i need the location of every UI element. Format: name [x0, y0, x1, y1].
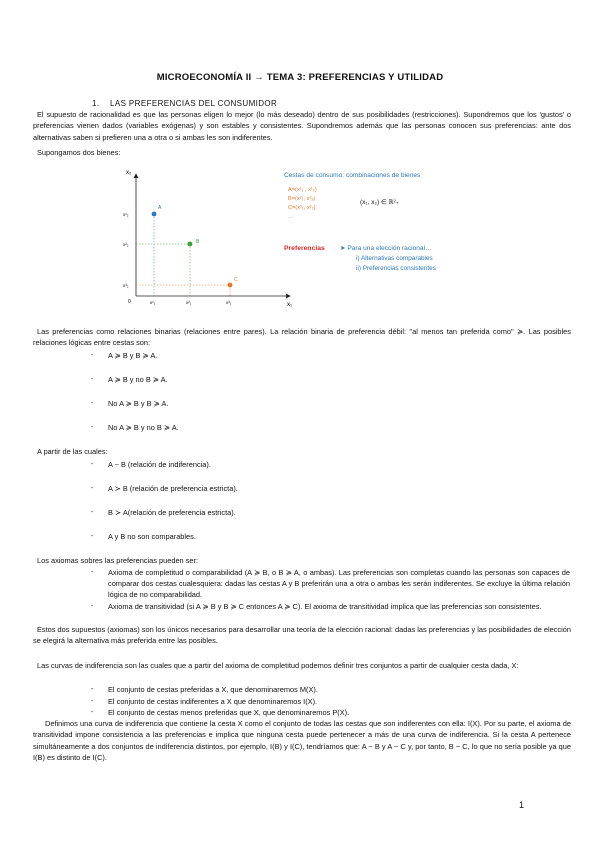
- set-preferred: El conjunto de cestas preferidas a X, que denominaremos M(X).: [108, 685, 318, 694]
- set-less-preferred: El conjunto de cestas menos preferidas que X, que denominaremos P(X).: [108, 708, 350, 717]
- final-paragraph: Definimos una curva de indiferencia que contiene la cesta X como el conjunto de todas las cestas que son indiferentes con ella: I(X). Por su parte, el axioma de transitividad impone consistencia a las preferencias e implica que ninguna cesta puede pertenecer a más de una curva de indiferencia. Si la cesta A pertenece simultáneamente a dos conjuntos de indiferencia distintos, por ejemplo, I(B) y I(C), tendríamos que: A ~ B y A ~ C y, por tanto, B ~ C, lo que no sería posible ya que I(B) es distinto de I(C).: [33, 719, 571, 762]
- two-goods-text: Supongamos dos bienes:: [37, 148, 121, 157]
- point-c: [228, 283, 233, 288]
- set-indifferent: El conjunto de cestas indiferentes a X que denominaremos I(X).: [108, 697, 318, 706]
- r2-text: (x₁, x₂) ∈ ℝ²₊: [360, 199, 400, 206]
- section-heading: [92, 99, 277, 108]
- bundle-b: B=(x²₁, x²₂): [288, 196, 316, 202]
- x-axis-label: x₁: [287, 302, 293, 308]
- page-title: MICROECONOMÍA II → TEMA 3: PREFERENCIAS Y UTILIDAD: [156, 72, 444, 83]
- bundles-title: Cestas de consumo: combinaciones de bienes: [284, 172, 421, 179]
- relation-2: A ≽ B y no B ≽ A.: [108, 375, 168, 384]
- derived-2: A ≻ B (relación de preferencia estricta).: [108, 484, 238, 493]
- from-which-text: A partir de las cuales:: [37, 447, 108, 456]
- derived-1: A ~ B (relación de indiferencia).: [108, 460, 211, 469]
- bundle-diagram: [110, 160, 490, 310]
- point-b-x-tick: x²₁: [186, 300, 192, 305]
- point-a-x-tick: x¹₁: [150, 300, 156, 305]
- derived-3: B ≻ A(relación de preferencia estricta).: [108, 508, 236, 517]
- condition-1: i) Alternativas comparables: [356, 255, 433, 262]
- axiom-transitivity: Axioma de transitividad (si A ≽ B y B ≽ C entonces A ≽ C). El axioma de transitividad implica que las preferencias son consistentes.: [108, 602, 542, 611]
- point-b: [188, 242, 193, 247]
- point-c-y-tick: x³₂: [123, 283, 129, 288]
- point-a: [152, 212, 157, 217]
- point-b-label: B: [196, 239, 200, 245]
- curves-intro: Las curvas de indiferencia son las cuales que a partir del axioma de completitud podemos definir tres conjuntos a partir de cualquier cesta dada, X:: [37, 661, 519, 670]
- y-axis-label: x₂: [126, 170, 132, 176]
- relations-intro: Las preferencias como relaciones binarias (relaciones entre pares). La relación binaria de preferencia débil: "al menos tan preferida como" ≽. Las posibles relaciones lógicas entre cestas son:: [33, 327, 571, 348]
- bundle-a: A=(x¹₁ , x¹₂): [288, 187, 317, 193]
- relation-1: A ≽ B y B ≽ A.: [108, 351, 158, 360]
- bundle-more: …: [288, 214, 294, 220]
- section-title: LAS PREFERENCIAS DEL CONSUMIDOR: [109, 99, 278, 108]
- page-number: 1: [519, 800, 525, 810]
- origin-label: 0: [128, 299, 131, 305]
- point-c-label: C: [234, 277, 238, 283]
- bundle-c: C=(x³₁, x³₂): [288, 205, 316, 211]
- point-c-x-tick: x³₁: [226, 300, 232, 305]
- point-a-label: A: [158, 205, 162, 211]
- derived-4: A y B no son comparables.: [108, 532, 196, 541]
- point-b-y-tick: x²₂: [123, 242, 129, 247]
- preferences-label: Preferencias: [284, 245, 325, 252]
- condition-2: ii) Preferencias consistentes: [356, 265, 436, 272]
- rational-choice-text: ➤ Para una elección racional…: [340, 245, 432, 252]
- intro-paragraph: El supuesto de racionalidad es que las personas eligen lo mejor (lo más deseado) dentro de sus posibilidades (restricciones). Supondremos que los 'gustos' o preferencias vienen dados (variables exógenas) y son estables y consistentes. Supondremos además que las personas conocen sus preferencias: ante dos alternativas saben si prefieren una a otra o si ambas les son indiferentes.: [33, 110, 571, 142]
- point-a-y-tick: x¹₂: [123, 212, 129, 217]
- axiom-completeness: Axioma de completitud o comparabilidad (A ≽ B, o B ≽ A, o ambas). Las preferencias son completas cuando las personas son capaces de comparar dos cestas cualesquiera: dadas las cestas A y B preferirán una a otra o ambas les serán indiferentes. Se excluye la última relación lógica de no comparabilidad.: [108, 568, 570, 599]
- section-number: 1.: [92, 99, 100, 108]
- axioms-conclusion: Estos dos supuestos (axiomas) son los únicos necesarios para desarrollar una teoría de la elección racional: dadas las preferencias y las posibilidades de elección se elegirá la alternativa más preferida entre las posibles.: [33, 625, 571, 646]
- relation-4: No A ≽ B y no B ≽ A.: [108, 423, 179, 432]
- relation-3: No A ≽ B y B ≽ A.: [108, 399, 169, 408]
- axioms-intro: Los axiomas sobres las preferencias pueden ser:: [37, 556, 199, 565]
